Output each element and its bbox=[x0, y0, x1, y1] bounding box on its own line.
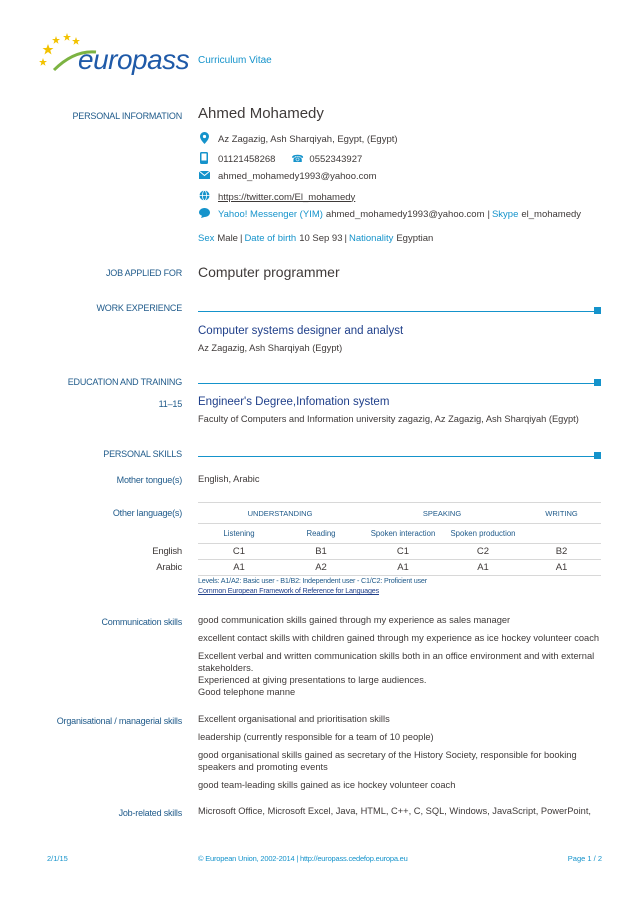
list-item: Excellent verbal and written communication skills both in an office environment and with external stakeholders. bbox=[198, 651, 595, 673]
language-table-header bbox=[198, 503, 601, 524]
sex-value: Male bbox=[217, 233, 238, 244]
language-levels-note: Levels: A1/A2: Basic user - B1/B2: Independent user - C1/C2: Proficient user bbox=[198, 576, 427, 585]
section-rule-square bbox=[594, 452, 601, 459]
language-name-english: English bbox=[152, 546, 182, 557]
list-item: Excellent organisational and prioritisation skills bbox=[198, 714, 390, 724]
globe-icon bbox=[198, 190, 210, 204]
spoken-interaction-header: Spoken interaction bbox=[362, 524, 444, 544]
section-label-education: EDUCATION AND TRAINING bbox=[67, 377, 182, 387]
personal-details-row bbox=[198, 233, 433, 244]
skype-value: el_mohamedy bbox=[521, 209, 582, 220]
list-item: Good telephone manne bbox=[198, 687, 296, 697]
communication-skills-list bbox=[198, 614, 606, 701]
detail-separator: | bbox=[344, 233, 347, 244]
table-cell: B2 bbox=[522, 544, 601, 560]
writing-subheader bbox=[522, 524, 601, 544]
section-label-personal: PERSONAL INFORMATION bbox=[72, 111, 182, 121]
phone-row bbox=[198, 152, 362, 167]
mobile-phone-text: 01121458268 bbox=[218, 154, 276, 165]
im-value: ahmed_mohamedy1993@yahoo.com bbox=[325, 209, 485, 220]
mobile-phone-icon bbox=[198, 152, 210, 167]
section-rule bbox=[198, 383, 594, 384]
education-dates: 11–15 bbox=[158, 399, 182, 409]
footer-copyright: © European Union, 2002-2014 | http://europass.cedefop.europa.eu bbox=[198, 854, 408, 863]
list-item: leadership (currently responsible for a team of 10 people) bbox=[198, 732, 434, 742]
europass-wordmark: europass bbox=[78, 44, 190, 75]
table-cell: A1 bbox=[444, 560, 522, 576]
section-rule bbox=[198, 456, 594, 457]
language-row-english bbox=[198, 544, 601, 560]
email-text[interactable]: ahmed_mohamedy1993@yahoo.com bbox=[218, 171, 377, 182]
website-link[interactable]: https://twitter.com/El_mohamedy bbox=[218, 191, 356, 203]
understanding-header: UNDERSTANDING bbox=[198, 503, 362, 524]
table-cell: A1 bbox=[522, 560, 601, 576]
education-title: Engineer's Degree,Infomation system bbox=[198, 396, 390, 408]
europass-logo bbox=[34, 30, 194, 78]
address-text: Az Zagazig, Ash Sharqiyah, Egypt, (Egypt) bbox=[218, 134, 398, 145]
chat-bubble-icon bbox=[198, 208, 210, 221]
language-table-subheader bbox=[198, 524, 601, 544]
table-cell: C1 bbox=[362, 544, 444, 560]
im-separator: | bbox=[487, 209, 490, 220]
table-cell: C1 bbox=[198, 544, 280, 560]
im-label: Yahoo! Messenger (YIM) bbox=[218, 209, 323, 220]
home-phone-text: 0552343927 bbox=[309, 154, 363, 165]
footer-date: 2/1/15 bbox=[47, 854, 68, 863]
detail-separator: | bbox=[239, 233, 243, 244]
table-cell: B1 bbox=[280, 544, 362, 560]
section-rule bbox=[198, 311, 594, 312]
section-label-work: WORK EXPERIENCE bbox=[96, 303, 182, 313]
address-row bbox=[198, 132, 398, 147]
education-detail: Faculty of Computers and Information university zagazig, Az Zagazig, Ash Sharqiyah (Egypt) bbox=[198, 414, 579, 424]
reading-header: Reading bbox=[280, 524, 362, 544]
person-name: Ahmed Mohamedy bbox=[198, 105, 324, 122]
mother-tongue-label: Mother tongue(s) bbox=[116, 475, 182, 485]
location-pin-icon bbox=[198, 132, 210, 147]
work-place: Az Zagazig, Ash Sharqiyah (Egypt) bbox=[198, 343, 343, 353]
work-title: Computer systems designer and analyst bbox=[198, 325, 404, 337]
list-item: excellent contact skills with children gained through my experience as ice hockey volunteer coach bbox=[198, 633, 600, 643]
job-related-skills-label: Job-related skills bbox=[118, 808, 182, 818]
writing-header: WRITING bbox=[522, 503, 601, 524]
table-cell: C2 bbox=[444, 544, 522, 560]
section-rule-square bbox=[594, 307, 601, 314]
section-label-skills: PERSONAL SKILLS bbox=[103, 449, 182, 459]
mother-tongue-value: English, Arabic bbox=[198, 474, 260, 484]
table-cell: A1 bbox=[362, 560, 444, 576]
footer-page: Page 1 / 2 bbox=[567, 854, 602, 863]
listening-header: Listening bbox=[198, 524, 280, 544]
skype-label: Skype bbox=[491, 209, 519, 220]
dob-label: Date of birth bbox=[244, 233, 297, 244]
communication-skills-label: Communication skills bbox=[101, 617, 182, 627]
table-cell: A2 bbox=[280, 560, 362, 576]
list-item: good organisational skills gained as secretary of the History Society, responsible for booking speakers and promoting events bbox=[198, 750, 577, 772]
sex-label: Sex bbox=[198, 233, 215, 244]
organisational-skills-list bbox=[198, 713, 606, 794]
im-row bbox=[198, 208, 581, 221]
telephone-icon: ☎ bbox=[291, 154, 304, 165]
language-row-arabic bbox=[198, 560, 601, 576]
section-rule-square bbox=[594, 379, 601, 386]
speaking-header: SPEAKING bbox=[362, 503, 522, 524]
list-item: good communication skills gained through my experience as sales manager bbox=[198, 615, 511, 625]
section-label-job: JOB APPLIED FOR bbox=[105, 268, 182, 278]
envelope-icon bbox=[198, 171, 210, 182]
language-table bbox=[198, 502, 601, 576]
list-item: Experienced at giving presentations to large audiences. bbox=[198, 675, 427, 685]
organisational-skills-label: Organisational / managerial skills bbox=[56, 716, 182, 726]
other-languages-label: Other language(s) bbox=[112, 508, 182, 518]
website-row bbox=[198, 190, 355, 204]
job-applied-value: Computer programmer bbox=[198, 264, 340, 280]
cefr-link[interactable]: Common European Framework of Reference for Languages bbox=[198, 586, 379, 595]
dob-value: 10 Sep 93 bbox=[299, 233, 343, 244]
language-name-arabic: Arabic bbox=[156, 562, 182, 573]
list-item: good team-leading skills gained as ice hockey volunteer coach bbox=[198, 780, 456, 790]
doc-title: Curriculum Vitae bbox=[198, 55, 272, 66]
email-row bbox=[198, 171, 377, 182]
nationality-label: Nationality bbox=[348, 233, 394, 244]
table-cell: A1 bbox=[198, 560, 280, 576]
spoken-production-header: Spoken production bbox=[444, 524, 522, 544]
job-related-skills-value: Microsoft Office, Microsoft Excel, Java, HTML, C++, C, SQL, Windows, JavaScript, PowerPoint, bbox=[198, 806, 592, 816]
nationality-value: Egyptian bbox=[396, 233, 434, 244]
